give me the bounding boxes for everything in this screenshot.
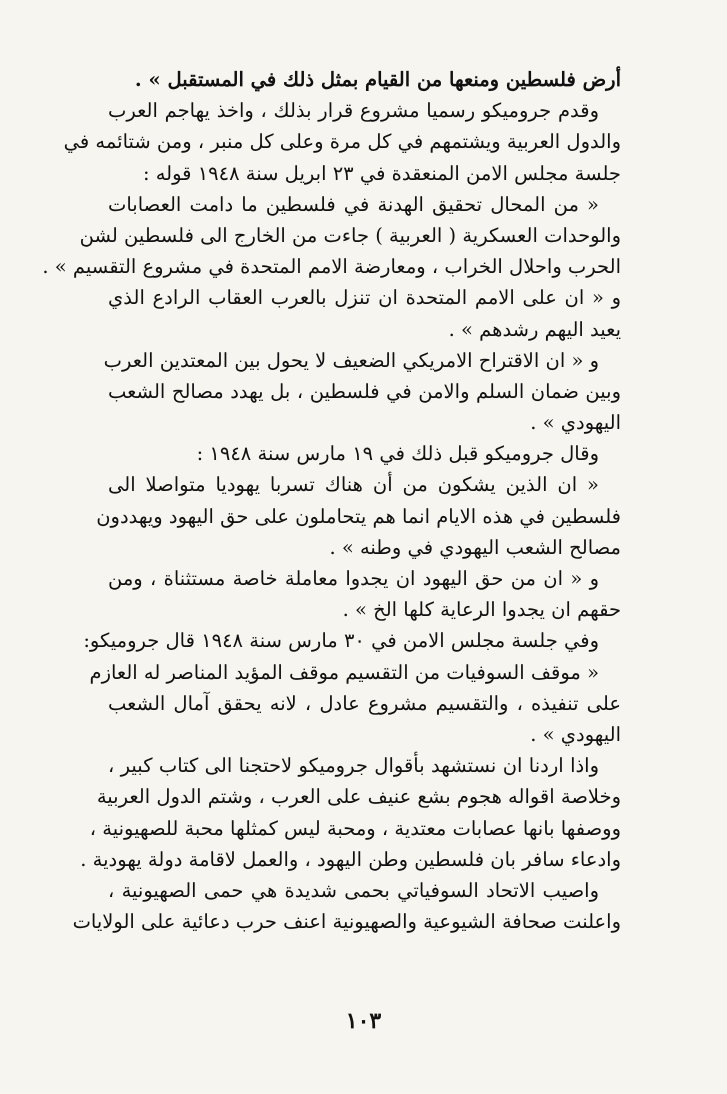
text-line: والدول العربية ويشتمهم في كل مرة وعلى كل منبر ، ومن شتائمه في [63, 130, 621, 154]
text-line: اليهودي » . [530, 722, 621, 746]
text-line: اليهودي » . [530, 411, 621, 435]
text-line: و « ان على الامم المتحدة ان تنزل بالعرب العقاب الرادع الذي [108, 286, 621, 310]
text-line: واعلنت صحافة الشيوعية والصهيونية اعنف حرب دعائية على الولايات [72, 910, 621, 934]
text-line: واصيب الاتحاد السوفياتي بحمى شديدة هي حمى الصهيونية ، [108, 878, 599, 902]
text-line: « ان الذين يشكون من أن هناك تسربا يهوديا متواصلا الى [108, 473, 599, 497]
text-line: و « ان الاقتراح الامريكي الضعيف لا يحول بين المعتدين العرب [103, 348, 599, 372]
text-line: فلسطين في هذه الايام انما هم يتحاملون على حق اليهود ويهددون [96, 504, 621, 528]
text-line: وقال جروميكو قبل ذلك في ١٩ مارس سنة ١٩٤٨ : [196, 442, 599, 466]
text-line: أرض فلسطين ومنعها من القيام بمثل ذلك في المستقبل » . [134, 68, 621, 91]
text-line: جلسة مجلس الامن المنعقدة في ٢٣ ابريل سنة ١٩٤٨ قوله : [142, 161, 621, 185]
text-line: وفي جلسة مجلس الامن في ٣٠ مارس سنة ١٩٤٨ قال جروميكو: [83, 629, 599, 653]
text-line: « من المحال تحقيق الهدنة في فلسطين ما دامت العصابات [108, 192, 599, 216]
text-line: واذا اردنا ان نستشهد بأقوال جروميكو لاحتجنا الى كتاب كبير ، [108, 754, 599, 778]
text-line: يعيد اليهم رشدهم » . [448, 317, 621, 341]
text-line: حقهم ان يجدوا الرعاية كلها الخ » . [342, 598, 621, 622]
text-line: والوحدات العسكرية ( العربية ) جاءت من الخارج الى فلسطين لشن [79, 223, 621, 247]
text-line: و « ان من حق اليهود ان يجدوا معاملة خاصة مستثناة ، ومن [108, 567, 599, 590]
text-line: مصالح الشعب اليهودي في وطنه » . [329, 535, 621, 559]
text-line: الحرب واحلال الخراب ، ومعارضة الامم المتحدة في مشروع التقسيم » . [42, 255, 621, 279]
text-line: وبين ضمان السلم والامن في فلسطين ، بل يهدد مصالح الشعب [108, 379, 621, 403]
text-line: وادعاء سافر بان فلسطين وطن اليهود ، والعمل لاقامة دولة يهودية . [80, 847, 621, 871]
page-number: ١٠٣ [345, 1008, 382, 1034]
text-line: « موقف السوفيات من التقسيم موقف المؤيد المناصر له العازم [89, 660, 599, 684]
text-line: وخلاصة اقواله هجوم بشع عنيف على العرب ، وشتم الدول العربية [96, 785, 621, 809]
text-line: على تنفيذه ، والتقسيم مشروع عادل ، لانه يحقق آمال الشعب [108, 691, 621, 715]
text-line: ووصفها بانها عصابات معتدية ، ومحبة ليس كمثلها محبة للصهيونية ، [89, 816, 621, 840]
text-line: وقدم جروميكو رسميا مشروع قرار بذلك ، واخذ يهاجم العرب [108, 99, 599, 123]
body-text [42, 64, 621, 937]
